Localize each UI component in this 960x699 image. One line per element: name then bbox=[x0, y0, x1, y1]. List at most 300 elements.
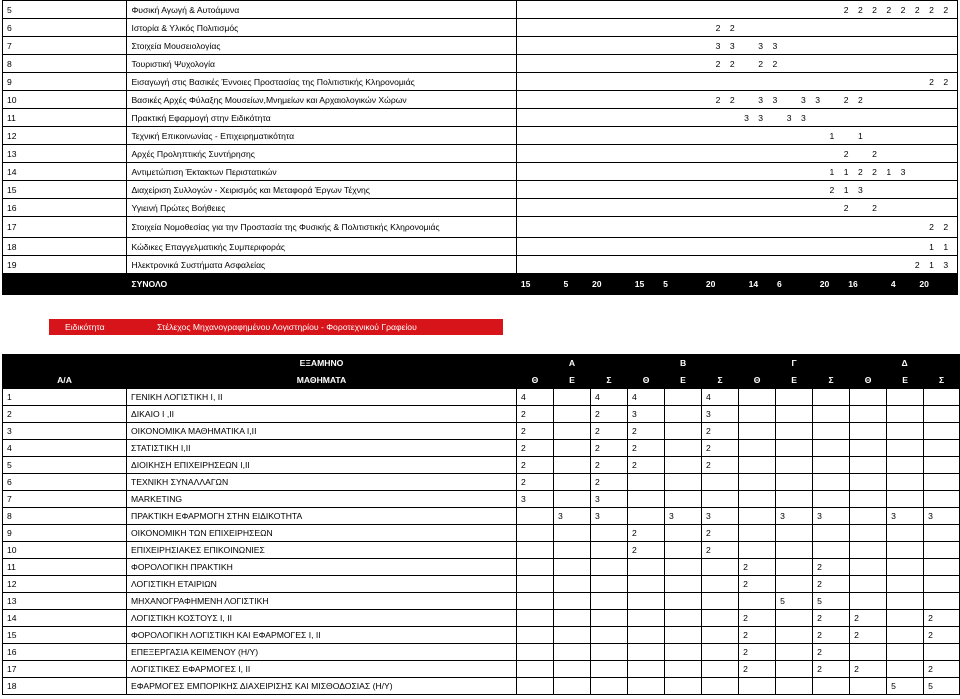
cell-empty bbox=[644, 109, 658, 127]
cell-empty bbox=[630, 127, 644, 145]
cell-empty bbox=[744, 199, 758, 217]
cell-value: 2 bbox=[813, 644, 850, 661]
cell-empty bbox=[844, 55, 858, 73]
row-title: ΕΦΑΡΜΟΓΕΣ ΕΜΠΟΡΙΚΗΣ ΔΙΑΧΕΙΡΙΣΗΣ ΚΑΙ ΜΙΣΘΟΔΟΣΙΑΣ (Η/Υ) bbox=[127, 678, 517, 695]
cell-value bbox=[776, 423, 813, 440]
cell-value bbox=[776, 542, 813, 559]
row-title: ΔΙΟΙΚΗΣΗ ΕΠΙΧΕΙΡΗΣΕΩΝ Ι,ΙΙ bbox=[127, 457, 517, 474]
cell-empty bbox=[915, 37, 929, 55]
cell-value: 3 bbox=[758, 37, 772, 55]
cell-empty bbox=[573, 1, 587, 19]
total-value: 5 bbox=[559, 274, 587, 295]
cell-value bbox=[591, 627, 628, 644]
cell-value: 2 bbox=[702, 525, 739, 542]
table-row bbox=[3, 661, 960, 678]
cell-value: 2 bbox=[813, 576, 850, 593]
cell-value bbox=[665, 644, 702, 661]
cell-empty bbox=[573, 55, 587, 73]
cell-value bbox=[776, 661, 813, 678]
cell-value bbox=[739, 406, 776, 423]
cell-empty bbox=[673, 238, 687, 256]
cell-value: 2 bbox=[844, 91, 858, 109]
cell-empty bbox=[644, 73, 658, 91]
cell-empty bbox=[673, 37, 687, 55]
cell-empty bbox=[701, 1, 715, 19]
table-row bbox=[3, 423, 960, 440]
cell-empty bbox=[858, 238, 872, 256]
cell-value bbox=[850, 406, 887, 423]
cell-empty bbox=[787, 256, 801, 274]
cell-empty bbox=[673, 55, 687, 73]
cell-value bbox=[776, 576, 813, 593]
cell-value bbox=[554, 593, 591, 610]
cell-value bbox=[517, 576, 554, 593]
cell-value: 2 bbox=[739, 559, 776, 576]
cell-value bbox=[776, 610, 813, 627]
table-row bbox=[3, 457, 960, 474]
cell-empty bbox=[531, 37, 545, 55]
cell-empty bbox=[844, 109, 858, 127]
cell-value: 2 bbox=[813, 661, 850, 678]
cell-value bbox=[665, 542, 702, 559]
cell-value: 2 bbox=[702, 457, 739, 474]
cell-value bbox=[554, 610, 591, 627]
cell-empty bbox=[787, 1, 801, 19]
total-value: 20 bbox=[815, 274, 843, 295]
cell-empty bbox=[929, 181, 943, 199]
cell-empty bbox=[630, 73, 644, 91]
cell-empty bbox=[545, 109, 559, 127]
cell-empty bbox=[929, 145, 943, 163]
cell-value: 2 bbox=[943, 73, 957, 91]
cell-value bbox=[591, 542, 628, 559]
table-row bbox=[3, 109, 958, 127]
cell-empty bbox=[616, 199, 630, 217]
total-blank bbox=[3, 274, 127, 295]
cell-empty bbox=[559, 73, 573, 91]
cell-empty bbox=[716, 256, 730, 274]
cell-empty bbox=[531, 145, 545, 163]
cell-value bbox=[702, 678, 739, 695]
cell-empty bbox=[730, 217, 744, 238]
cell-value bbox=[887, 593, 924, 610]
cell-value: 1 bbox=[829, 163, 843, 181]
cell-value bbox=[554, 525, 591, 542]
semester-d: Δ bbox=[850, 355, 960, 372]
row-title: Κώδικες Επαγγελματικής Συμπεριφοράς bbox=[127, 238, 516, 256]
cell-value: 3 bbox=[858, 181, 872, 199]
cell-value: 2 bbox=[716, 55, 730, 73]
cell-empty bbox=[943, 127, 957, 145]
cell-empty bbox=[687, 1, 701, 19]
cell-empty bbox=[801, 199, 815, 217]
cell-value bbox=[739, 542, 776, 559]
cell-empty bbox=[602, 109, 616, 127]
cell-empty bbox=[929, 109, 943, 127]
table-row bbox=[3, 37, 958, 55]
table-row bbox=[3, 576, 960, 593]
cell-empty bbox=[716, 145, 730, 163]
cell-value bbox=[850, 423, 887, 440]
cell-value bbox=[665, 423, 702, 440]
cell-value bbox=[887, 525, 924, 542]
cell-empty bbox=[730, 181, 744, 199]
cell-empty bbox=[716, 1, 730, 19]
table-row bbox=[3, 644, 960, 661]
row-title: Στοιχεία Μουσειολογίας bbox=[127, 37, 516, 55]
cell-value bbox=[776, 389, 813, 406]
cell-empty bbox=[858, 19, 872, 37]
cell-empty bbox=[829, 73, 843, 91]
cell-empty bbox=[559, 109, 573, 127]
cell-empty bbox=[516, 217, 530, 238]
cell-empty bbox=[673, 109, 687, 127]
cell-empty bbox=[587, 55, 601, 73]
cell-value bbox=[628, 661, 665, 678]
cell-empty bbox=[844, 73, 858, 91]
cell-empty bbox=[787, 199, 801, 217]
cell-value bbox=[628, 644, 665, 661]
cell-value bbox=[665, 610, 702, 627]
row-number: 9 bbox=[3, 73, 127, 91]
cell-empty bbox=[673, 217, 687, 238]
cell-empty bbox=[787, 55, 801, 73]
cell-empty bbox=[687, 19, 701, 37]
row-title: ΓΕΝΙΚΗ ΛΟΓΙΣΤΙΚΗ Ι, ΙΙ bbox=[127, 389, 517, 406]
cell-value: 2 bbox=[591, 457, 628, 474]
cell-empty bbox=[602, 91, 616, 109]
cell-value bbox=[702, 610, 739, 627]
cell-value: 2 bbox=[844, 199, 858, 217]
cell-empty bbox=[587, 37, 601, 55]
cell-value bbox=[887, 576, 924, 593]
cell-empty bbox=[630, 55, 644, 73]
cell-value: 3 bbox=[901, 163, 915, 181]
cell-value bbox=[665, 525, 702, 542]
cell-empty bbox=[730, 109, 744, 127]
cell-value bbox=[776, 525, 813, 542]
cell-value bbox=[776, 440, 813, 457]
row-number: 19 bbox=[3, 256, 127, 274]
row-number: 4 bbox=[3, 440, 127, 457]
cell-empty bbox=[744, 181, 758, 199]
cell-empty bbox=[687, 109, 701, 127]
cell-empty bbox=[815, 127, 829, 145]
cell-value: 2 bbox=[844, 1, 858, 19]
cell-empty bbox=[659, 145, 673, 163]
cell-empty bbox=[872, 55, 886, 73]
cell-value bbox=[702, 474, 739, 491]
cell-value: 2 bbox=[886, 1, 900, 19]
cell-value bbox=[739, 423, 776, 440]
cell-value bbox=[739, 491, 776, 508]
cell-empty bbox=[573, 163, 587, 181]
row-title: ΕΠΙΧΕΙΡΗΣΙΑΚΕΣ ΕΠΙΚΟΙΝΩΝΙΕΣ bbox=[127, 542, 517, 559]
cell-empty bbox=[673, 127, 687, 145]
cell-empty bbox=[559, 145, 573, 163]
cell-empty bbox=[758, 1, 772, 19]
cell-empty bbox=[516, 19, 530, 37]
cell-value bbox=[665, 678, 702, 695]
cell-value: 1 bbox=[929, 256, 943, 274]
cell-empty bbox=[659, 163, 673, 181]
cell-value bbox=[739, 440, 776, 457]
row-number: 14 bbox=[3, 163, 127, 181]
cell-value: 2 bbox=[702, 423, 739, 440]
cell-empty bbox=[616, 127, 630, 145]
cell-empty bbox=[915, 145, 929, 163]
cell-empty bbox=[929, 37, 943, 55]
cell-empty bbox=[901, 55, 915, 73]
cell-empty bbox=[545, 256, 559, 274]
cell-empty bbox=[659, 37, 673, 55]
cell-empty bbox=[929, 163, 943, 181]
cell-value bbox=[924, 525, 960, 542]
cell-empty bbox=[901, 73, 915, 91]
cell-value: 2 bbox=[702, 542, 739, 559]
cell-empty bbox=[573, 37, 587, 55]
row-number: 16 bbox=[3, 199, 127, 217]
cell-value bbox=[554, 559, 591, 576]
cell-empty bbox=[630, 91, 644, 109]
cell-value: 3 bbox=[702, 406, 739, 423]
cell-empty bbox=[929, 127, 943, 145]
row-number: 18 bbox=[3, 238, 127, 256]
cell-empty bbox=[545, 238, 559, 256]
cell-value: 2 bbox=[858, 91, 872, 109]
cell-empty bbox=[673, 73, 687, 91]
cell-empty bbox=[787, 145, 801, 163]
row-number: 12 bbox=[3, 576, 127, 593]
cell-empty bbox=[744, 256, 758, 274]
cell-empty bbox=[872, 109, 886, 127]
cell-value: 2 bbox=[730, 91, 744, 109]
cell-empty bbox=[644, 1, 658, 19]
cell-value: 3 bbox=[924, 508, 960, 525]
cell-value bbox=[665, 559, 702, 576]
table-row bbox=[3, 163, 958, 181]
cell-value: 2 bbox=[628, 542, 665, 559]
row-number: 5 bbox=[3, 1, 127, 19]
cell-empty bbox=[659, 238, 673, 256]
cell-empty bbox=[744, 37, 758, 55]
cell-empty bbox=[886, 91, 900, 109]
cell-empty bbox=[531, 55, 545, 73]
cell-empty bbox=[758, 145, 772, 163]
cell-empty bbox=[644, 91, 658, 109]
cell-empty bbox=[929, 19, 943, 37]
sub-header: Ε bbox=[665, 372, 702, 389]
row-title: ΟΙΚΟΝΟΜΙΚΗ ΤΩΝ ΕΠΙΧΕΙΡΗΣΕΩΝ bbox=[127, 525, 517, 542]
cell-empty bbox=[886, 181, 900, 199]
cell-empty bbox=[901, 91, 915, 109]
row-title: Τουριστική Ψυχολογία bbox=[127, 55, 516, 73]
cell-empty bbox=[644, 55, 658, 73]
cell-value bbox=[924, 423, 960, 440]
cell-empty bbox=[773, 181, 787, 199]
table-row bbox=[3, 440, 960, 457]
cell-empty bbox=[673, 181, 687, 199]
cell-value: 2 bbox=[872, 163, 886, 181]
cell-empty bbox=[943, 181, 957, 199]
cell-empty bbox=[943, 109, 957, 127]
cell-value: 2 bbox=[929, 217, 943, 238]
cell-empty bbox=[915, 217, 929, 238]
cell-empty bbox=[545, 145, 559, 163]
cell-empty bbox=[758, 256, 772, 274]
cell-value: 3 bbox=[591, 491, 628, 508]
cell-empty bbox=[901, 199, 915, 217]
cell-empty bbox=[559, 127, 573, 145]
cell-empty bbox=[801, 163, 815, 181]
cell-empty bbox=[531, 91, 545, 109]
cell-empty bbox=[915, 73, 929, 91]
cell-empty bbox=[516, 256, 530, 274]
cell-value bbox=[702, 661, 739, 678]
cell-value bbox=[887, 644, 924, 661]
cell-value bbox=[813, 542, 850, 559]
cell-empty bbox=[573, 199, 587, 217]
cell-empty bbox=[687, 145, 701, 163]
cell-value bbox=[591, 644, 628, 661]
cell-value: 3 bbox=[801, 109, 815, 127]
cell-empty bbox=[701, 73, 715, 91]
row-title: ΜΗΧΑΝΟΓΡΑΦΗΜΕΝΗ ΛΟΓΙΣΤΙΚΗ bbox=[127, 593, 517, 610]
cell-value bbox=[517, 593, 554, 610]
cell-empty bbox=[758, 217, 772, 238]
cell-empty bbox=[829, 91, 843, 109]
cell-empty bbox=[929, 199, 943, 217]
cell-value bbox=[628, 610, 665, 627]
cell-empty bbox=[886, 127, 900, 145]
cell-empty bbox=[886, 19, 900, 37]
cell-empty bbox=[573, 109, 587, 127]
cell-value bbox=[665, 627, 702, 644]
cell-value bbox=[924, 491, 960, 508]
cell-empty bbox=[730, 163, 744, 181]
cell-empty bbox=[815, 37, 829, 55]
specialty-label: Ειδικότητα bbox=[65, 322, 105, 332]
total-value: 20 bbox=[701, 274, 744, 295]
cell-empty bbox=[687, 163, 701, 181]
cell-empty bbox=[886, 199, 900, 217]
cell-empty bbox=[886, 145, 900, 163]
cell-value bbox=[739, 474, 776, 491]
row-number: 9 bbox=[3, 525, 127, 542]
cell-empty bbox=[602, 55, 616, 73]
table-row bbox=[3, 127, 958, 145]
total-value: 16 bbox=[844, 274, 887, 295]
cell-empty bbox=[659, 199, 673, 217]
cell-value: 1 bbox=[829, 127, 843, 145]
table-row bbox=[3, 593, 960, 610]
table-top bbox=[2, 0, 958, 295]
cell-value bbox=[850, 644, 887, 661]
row-title: Ηλεκτρονικά Συστήματα Ασφαλείας bbox=[127, 256, 516, 274]
cell-value: 2 bbox=[872, 145, 886, 163]
cell-value: 4 bbox=[702, 389, 739, 406]
cell-empty bbox=[844, 37, 858, 55]
cell-value bbox=[924, 440, 960, 457]
cell-empty bbox=[872, 73, 886, 91]
cell-empty bbox=[644, 238, 658, 256]
cell-value bbox=[924, 406, 960, 423]
cell-value bbox=[739, 525, 776, 542]
cell-value bbox=[554, 491, 591, 508]
cell-empty bbox=[744, 238, 758, 256]
total-label: ΣΥΝΟΛΟ bbox=[127, 274, 516, 295]
cell-value bbox=[665, 457, 702, 474]
table-row bbox=[3, 199, 958, 217]
cell-value: 1 bbox=[858, 127, 872, 145]
cell-empty bbox=[744, 1, 758, 19]
row-title: Ιστορία & Υλικός Πολιτισμός bbox=[127, 19, 516, 37]
cell-empty bbox=[531, 1, 545, 19]
cell-empty bbox=[886, 256, 900, 274]
cell-empty bbox=[773, 1, 787, 19]
cell-empty bbox=[687, 217, 701, 238]
cell-empty bbox=[644, 19, 658, 37]
cell-empty bbox=[587, 163, 601, 181]
sub-header: Ε bbox=[554, 372, 591, 389]
cell-empty bbox=[673, 19, 687, 37]
cell-value bbox=[813, 678, 850, 695]
cell-empty bbox=[915, 163, 929, 181]
cell-value: 2 bbox=[929, 73, 943, 91]
cell-empty bbox=[616, 217, 630, 238]
cell-empty bbox=[701, 256, 715, 274]
cell-value bbox=[887, 457, 924, 474]
cell-empty bbox=[858, 37, 872, 55]
cell-value bbox=[665, 474, 702, 491]
cell-value: 2 bbox=[915, 256, 929, 274]
cell-value: 5 bbox=[813, 593, 850, 610]
row-title: Στοιχεία Νομοθεσίας για την Προστασία της Φυσικής & Πολιτιστικής Κληρονομιάς bbox=[127, 217, 516, 238]
cell-value bbox=[517, 661, 554, 678]
cell-value bbox=[850, 457, 887, 474]
cell-value bbox=[813, 423, 850, 440]
cell-value bbox=[813, 457, 850, 474]
cell-empty bbox=[602, 199, 616, 217]
sub-header: Σ bbox=[591, 372, 628, 389]
cell-empty bbox=[516, 181, 530, 199]
cell-empty bbox=[516, 73, 530, 91]
cell-empty bbox=[559, 55, 573, 73]
cell-empty bbox=[801, 37, 815, 55]
cell-value: 2 bbox=[929, 1, 943, 19]
cell-empty bbox=[801, 55, 815, 73]
cell-empty bbox=[531, 73, 545, 91]
cell-value bbox=[776, 491, 813, 508]
cell-empty bbox=[573, 19, 587, 37]
cell-empty bbox=[773, 163, 787, 181]
cell-value: 2 bbox=[758, 55, 772, 73]
cell-value bbox=[776, 457, 813, 474]
cell-value: 3 bbox=[758, 109, 772, 127]
cell-empty bbox=[644, 163, 658, 181]
table-row bbox=[3, 508, 960, 525]
cell-empty bbox=[545, 181, 559, 199]
cell-empty bbox=[901, 217, 915, 238]
cell-empty bbox=[801, 19, 815, 37]
cell-empty bbox=[545, 91, 559, 109]
total-row bbox=[3, 274, 958, 295]
cell-empty bbox=[858, 145, 872, 163]
cell-value: 3 bbox=[554, 508, 591, 525]
cell-empty bbox=[844, 127, 858, 145]
cell-empty bbox=[545, 217, 559, 238]
cell-empty bbox=[545, 199, 559, 217]
